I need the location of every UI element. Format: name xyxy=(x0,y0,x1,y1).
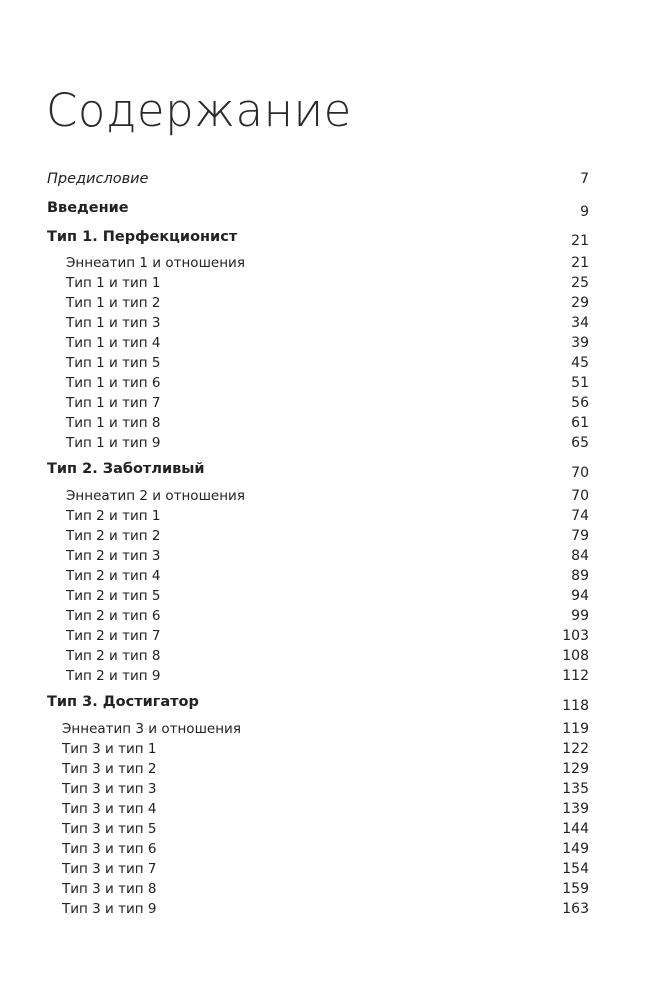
toc-entry-label: Тип 1 и тип 3 xyxy=(66,315,161,331)
toc-entry-label: Тип 1 и тип 5 xyxy=(66,355,161,371)
toc-entry-label: Эннеатип 3 и отношения xyxy=(62,721,241,737)
toc-entry[interactable] xyxy=(0,293,667,313)
toc-entry[interactable] xyxy=(0,506,667,526)
toc-entry-page: 159 xyxy=(562,881,589,897)
toc-entry-label: Эннеатип 2 и отношения xyxy=(66,488,245,504)
toc-entry[interactable] xyxy=(0,273,667,293)
toc-entry-page: 163 xyxy=(562,901,589,917)
toc-entry-page: 56 xyxy=(571,395,589,411)
toc-entry-label: Тип 3 и тип 5 xyxy=(62,821,157,837)
toc-entry[interactable] xyxy=(0,393,667,413)
toc-entry-page: 70 xyxy=(571,465,589,481)
page-title: Содержание xyxy=(46,84,352,137)
toc-entry-page: 154 xyxy=(562,861,589,877)
toc-entry-label: Тип 3. Достигатор xyxy=(47,694,199,710)
toc-entry-label: Тип 3 и тип 3 xyxy=(62,781,157,797)
toc-entry-label: Эннеатип 1 и отношения xyxy=(66,255,245,271)
toc-entry[interactable] xyxy=(0,566,667,586)
toc-entry[interactable] xyxy=(0,413,667,433)
toc-entry-label: Тип 2 и тип 9 xyxy=(66,668,161,684)
toc-entry-label: Тип 1 и тип 7 xyxy=(66,395,161,411)
toc-entry[interactable] xyxy=(0,253,667,273)
toc-entry-page: 7 xyxy=(580,171,589,187)
toc-entry-label: Тип 1. Перфекционист xyxy=(47,229,238,245)
toc-entry-label: Тип 3 и тип 2 xyxy=(62,761,157,777)
toc-entry[interactable] xyxy=(0,546,667,566)
toc-entry-label: Предисловие xyxy=(47,171,149,187)
toc-entry[interactable] xyxy=(0,759,667,779)
toc-entry-page: 149 xyxy=(562,841,589,857)
toc-entry-page: 39 xyxy=(571,335,589,351)
toc-entry-page: 122 xyxy=(562,741,589,757)
toc-entry[interactable] xyxy=(0,779,667,799)
toc-entry-page: 9 xyxy=(580,204,589,220)
toc-entry-page: 84 xyxy=(571,548,589,564)
toc-entry-label: Тип 1 и тип 2 xyxy=(66,295,161,311)
toc-entry-page: 65 xyxy=(571,435,589,451)
toc-section-type-1[interactable] xyxy=(0,227,667,247)
toc-entry-page: 61 xyxy=(571,415,589,431)
toc-entry-page: 74 xyxy=(571,508,589,524)
toc-entry-label: Тип 3 и тип 1 xyxy=(62,741,157,757)
toc-entry[interactable] xyxy=(0,373,667,393)
toc-entry-label: Тип 1 и тип 6 xyxy=(66,375,161,391)
toc-entry-label: Тип 3 и тип 9 xyxy=(62,901,157,917)
toc-entry[interactable] xyxy=(0,839,667,859)
toc-entry[interactable] xyxy=(0,313,667,333)
toc-entry-page: 89 xyxy=(571,568,589,584)
toc-entry-page: 25 xyxy=(571,275,589,291)
toc-entry-page: 144 xyxy=(562,821,589,837)
toc-entry-page: 118 xyxy=(562,698,589,714)
toc-entry-page: 21 xyxy=(571,255,589,271)
toc-entry[interactable] xyxy=(0,666,667,686)
toc-entry-page: 103 xyxy=(562,628,589,644)
toc-entry-page: 79 xyxy=(571,528,589,544)
toc-entry[interactable] xyxy=(0,739,667,759)
toc-entry-label: Тип 2 и тип 1 xyxy=(66,508,161,524)
toc-entry[interactable] xyxy=(0,606,667,626)
toc-entry-page: 29 xyxy=(571,295,589,311)
toc-entry-label: Тип 1 и тип 8 xyxy=(66,415,161,431)
toc-entry-label: Тип 3 и тип 4 xyxy=(62,801,157,817)
toc-entry[interactable] xyxy=(0,433,667,453)
toc-entry[interactable] xyxy=(0,646,667,666)
toc-entry-label: Тип 1 и тип 4 xyxy=(66,335,161,351)
toc-entry-page: 34 xyxy=(571,315,589,331)
toc-entry-page: 99 xyxy=(571,608,589,624)
toc-entry-page: 112 xyxy=(562,668,589,684)
toc-entry[interactable] xyxy=(0,353,667,373)
toc-entry-page: 70 xyxy=(571,488,589,504)
toc-section-type-2[interactable] xyxy=(0,459,667,479)
toc-entry-page: 21 xyxy=(571,233,589,249)
toc-entry-page: 45 xyxy=(571,355,589,371)
toc-entry-label: Тип 2 и тип 4 xyxy=(66,568,161,584)
toc-entry[interactable] xyxy=(0,586,667,606)
toc-entry[interactable] xyxy=(0,526,667,546)
toc-entry[interactable] xyxy=(0,899,667,919)
toc-entry-label: Тип 2 и тип 7 xyxy=(66,628,161,644)
toc-entry-label: Тип 1 и тип 9 xyxy=(66,435,161,451)
toc-entry-label: Тип 3 и тип 8 xyxy=(62,881,157,897)
toc-entry-label: Введение xyxy=(47,200,129,216)
toc-entry-label: Тип 2 и тип 3 xyxy=(66,548,161,564)
toc-entry-label: Тип 2 и тип 5 xyxy=(66,588,161,604)
toc-entry[interactable] xyxy=(0,333,667,353)
toc-entry-page: 108 xyxy=(562,648,589,664)
toc-entry[interactable] xyxy=(0,719,667,739)
toc-entry-label: Тип 3 и тип 6 xyxy=(62,841,157,857)
toc-entry-page: 135 xyxy=(562,781,589,797)
toc-entry[interactable] xyxy=(0,859,667,879)
toc-entry[interactable] xyxy=(0,486,667,506)
toc-entry[interactable] xyxy=(0,626,667,646)
toc-entry-page: 139 xyxy=(562,801,589,817)
toc-section-type-3[interactable] xyxy=(0,692,667,712)
toc-entry-label: Тип 2 и тип 8 xyxy=(66,648,161,664)
toc-entry-label: Тип 2. Заботливый xyxy=(47,461,205,477)
toc-entry-page: 129 xyxy=(562,761,589,777)
toc-entry-label: Тип 2 и тип 6 xyxy=(66,608,161,624)
toc-entry[interactable] xyxy=(0,879,667,899)
toc-entry-page: 94 xyxy=(571,588,589,604)
toc-entry-page: 119 xyxy=(562,721,589,737)
toc-entry-preface[interactable] xyxy=(0,169,667,189)
toc-entry-label: Тип 2 и тип 2 xyxy=(66,528,161,544)
toc-entry[interactable] xyxy=(0,799,667,819)
toc-entry-introduction[interactable] xyxy=(0,198,667,218)
toc-entry-page: 51 xyxy=(571,375,589,391)
toc-entry-label: Тип 3 и тип 7 xyxy=(62,861,157,877)
toc-entry-label: Тип 1 и тип 1 xyxy=(66,275,161,291)
toc-entry[interactable] xyxy=(0,819,667,839)
